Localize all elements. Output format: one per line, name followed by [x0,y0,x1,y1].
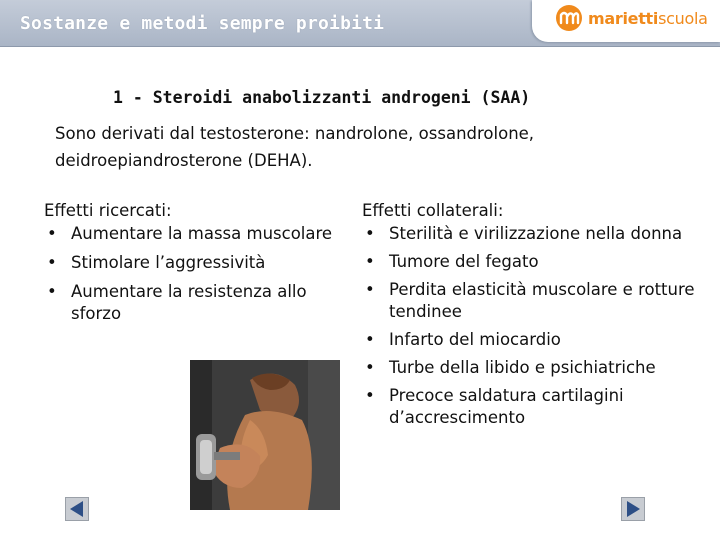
bodybuilder-photo [190,360,340,510]
triangle-left-icon [66,498,88,520]
side-effects-column [362,198,702,435]
desired-effects-title: Effetti ricercati: [44,201,172,220]
triangle-right-icon [622,498,644,520]
slide-section-title: Sostanze e metodi sempre proibiti [20,13,385,34]
publisher-logo-text [588,9,708,28]
list-item: • Infarto del miocardio [362,329,702,351]
list-item: • Turbe della libido e psichiatriche [362,357,702,379]
slide-heading: 1 - Steroidi anabolizzanti androgeni (SAA) [113,88,531,107]
publisher-logo [532,0,720,42]
intro-line-1: Sono derivati dal testosterone: nandrolone, ossandrolone, [55,124,535,143]
next-slide-button[interactable] [621,497,645,521]
list-item: • Aumentare la resistenza allo sforzo [44,281,344,325]
list-item: • Stimolare l’aggressività [44,252,344,274]
logo-text-bold: marietti [588,9,659,28]
list-item: • Sterilità e virilizzazione nella donna [362,223,702,245]
intro-line-2: deidroepiandrosterone (DEHA). [55,151,313,170]
side-effects-title: Effetti collaterali: [362,201,504,220]
list-item: • Aumentare la massa muscolare [44,223,344,245]
intro-text [55,120,675,174]
list-item: • Precoce saldatura cartilagini d’accrescimento [362,385,702,429]
side-effects-list [362,223,702,429]
logo-text-light: scuola [658,9,708,28]
desired-effects-column [44,198,344,332]
marietti-logo-icon [556,5,582,31]
list-item: • Perdita elasticità muscolare e rotture tendinee [362,279,702,323]
previous-slide-button[interactable] [65,497,89,521]
desired-effects-list [44,223,344,325]
list-item: • Tumore del fegato [362,251,702,273]
